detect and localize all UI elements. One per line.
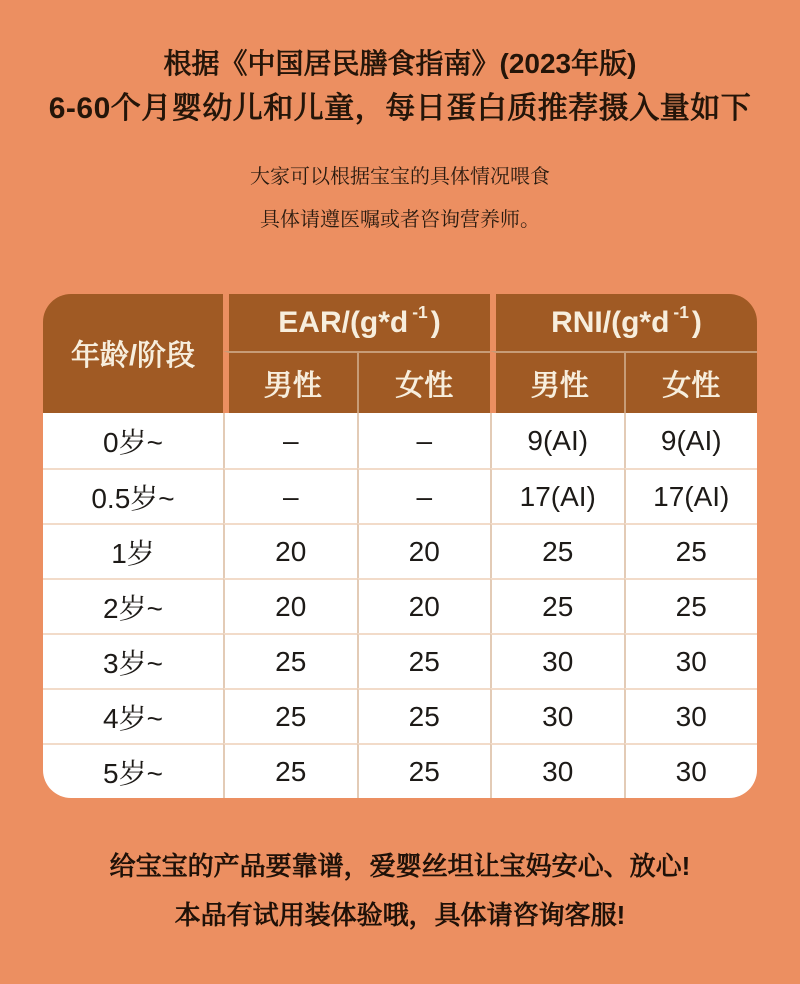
table-cell: 25 — [357, 743, 491, 798]
rni-unit-superscript: -1 — [673, 302, 689, 323]
table-header-rni-female: 女性 — [624, 351, 758, 413]
ear-unit-superscript: -1 — [412, 302, 428, 323]
table-cell: 30 — [490, 743, 624, 798]
table-cell: 25 — [490, 578, 624, 633]
table-cell: – — [223, 468, 357, 523]
table-cell: – — [223, 413, 357, 468]
table-row-age: 0岁~ — [43, 413, 223, 468]
subtitle-line-2: 具体请遵医嘱或者咨询营养师。 — [260, 209, 540, 231]
table-header-group-rni — [490, 294, 757, 351]
footer-line-2: 本品有试用装体验哦，具体请咨询客服! — [174, 900, 626, 930]
table-cell: 20 — [357, 578, 491, 633]
table-row-age: 0.5岁~ — [43, 468, 223, 523]
table-cell: 30 — [624, 633, 758, 688]
protein-intake-table — [43, 294, 757, 798]
table-header-rni-male: 男性 — [490, 351, 624, 413]
table-header-group-ear — [223, 294, 490, 351]
table-cell: – — [357, 468, 491, 523]
table-cell: 30 — [624, 743, 758, 798]
footer-note — [0, 846, 800, 932]
table-row-age: 3岁~ — [43, 633, 223, 688]
rni-unit-prefix: RNI/(g*d — [551, 305, 670, 339]
rni-unit-suffix: ) — [691, 305, 702, 339]
table-cell: 30 — [490, 688, 624, 743]
title-line-1: 根据《中国居民膳食指南》(2023年版) — [163, 48, 637, 79]
table-header-age: 年龄/阶段 — [43, 294, 223, 413]
table-cell: 25 — [223, 688, 357, 743]
table-cell: 25 — [490, 523, 624, 578]
table-row-age: 4岁~ — [43, 688, 223, 743]
title-line-2: 6-60个月婴幼儿和儿童，每日蛋白质推荐摄入量如下 — [48, 92, 752, 125]
table-cell: – — [357, 413, 491, 468]
ear-unit-prefix: EAR/(g*d — [278, 305, 409, 339]
table-cell: 9(AI) — [490, 413, 624, 468]
table-cell: 30 — [624, 688, 758, 743]
page-subtitle — [0, 160, 800, 232]
footer-line-1: 给宝宝的产品要靠谱，爱婴丝坦让宝妈安心、放心! — [109, 851, 691, 881]
table-cell: 20 — [223, 523, 357, 578]
table-row-age: 2岁~ — [43, 578, 223, 633]
table-cell: 25 — [624, 523, 758, 578]
table-cell: 20 — [357, 523, 491, 578]
table-header-ear-female: 女性 — [357, 351, 491, 413]
table-cell: 25 — [223, 743, 357, 798]
table-cell: 25 — [357, 633, 491, 688]
table-cell: 9(AI) — [624, 413, 758, 468]
table-cell: 17(AI) — [490, 468, 624, 523]
table-row-age: 1岁 — [43, 523, 223, 578]
table-cell: 25 — [223, 633, 357, 688]
page-title — [0, 50, 800, 124]
ear-unit-suffix: ) — [430, 305, 441, 339]
subtitle-line-1: 大家可以根据宝宝的具体情况喂食 — [250, 166, 550, 188]
table-cell: 25 — [624, 578, 758, 633]
table-cell: 20 — [223, 578, 357, 633]
table-row-age: 5岁~ — [43, 743, 223, 798]
table-cell: 25 — [357, 688, 491, 743]
table-cell: 30 — [490, 633, 624, 688]
table-cell: 17(AI) — [624, 468, 758, 523]
table-header-ear-male: 男性 — [223, 351, 357, 413]
